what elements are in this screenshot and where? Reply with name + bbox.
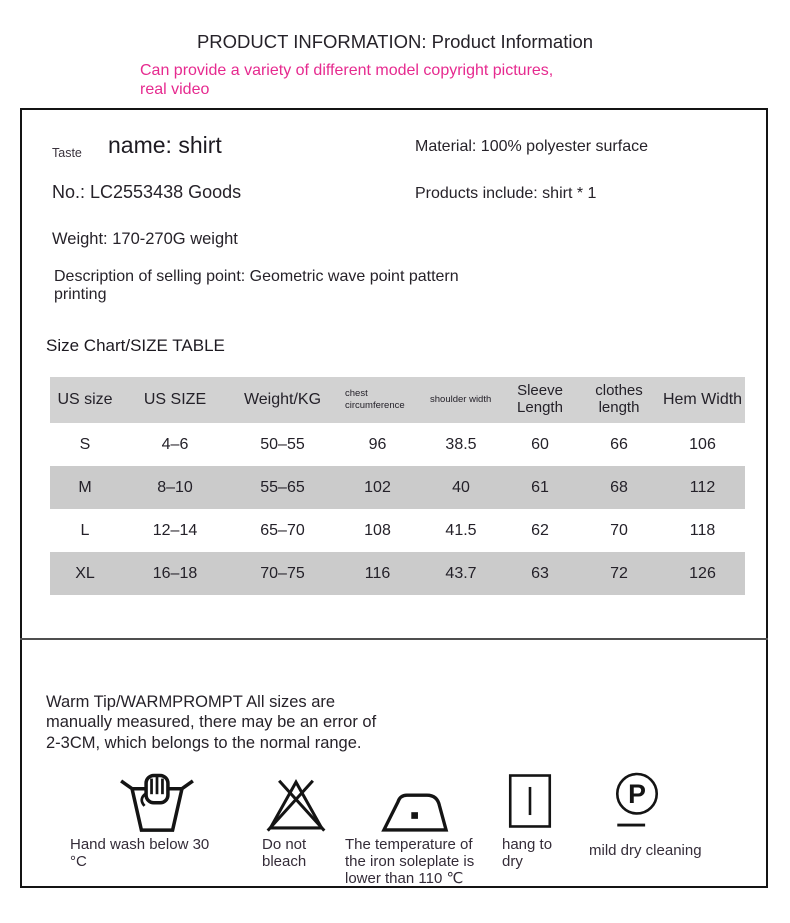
cell: 60 [531,435,549,453]
care-label-line: the iron soleplate is [345,853,475,871]
care-label-line: °C [70,853,87,871]
size-row-m [50,466,745,509]
size-chart-heading: Size Chart/SIZE TABLE [46,336,225,355]
cell: 70 [610,521,628,539]
product-material: Material: 100% polyester surface [415,138,648,155]
cell: S [79,435,91,453]
cell: 118 [689,521,716,539]
size-table [50,377,745,595]
info-box [20,108,768,888]
column-header: US SIZE [120,377,230,423]
cell: 70–75 [260,564,305,582]
care-label-line: bleach [262,853,307,871]
care-label-line: Do not [262,836,307,853]
size-table-header-row [50,377,745,423]
cell: 66 [610,435,628,453]
cell: L [80,521,90,539]
selling-point-description [54,268,459,304]
page-title: PRODUCT INFORMATION: Product Information [196,31,594,52]
description-line: printing [54,286,107,304]
cell: 16–18 [152,564,198,582]
iron-low-temp-icon [378,778,452,836]
size-row-s [50,423,745,466]
cell: 55–65 [260,478,305,496]
cell: 63 [531,564,549,582]
cell: 40 [452,478,470,496]
cell: 68 [610,478,628,496]
cell: 96 [368,435,387,453]
care-label-line: dry [502,853,523,871]
cell: 50–55 [260,435,305,453]
care-label-line: lower than 110 ℃ [345,870,464,888]
cell: 106 [689,435,716,453]
warm-tip-line: manually measured, there may be an error of [46,713,377,732]
cell: XL [75,564,95,582]
hand-wash-icon [118,770,196,834]
cell: 8–10 [157,478,193,496]
column-header: Sleeve Length [502,377,578,423]
care-label-line: hang to [502,836,553,853]
subtitle-line: Can provide a variety of different model copyright pictures, [140,62,554,79]
hang-to-dry-label [502,836,582,870]
taste-label: Taste [52,146,82,160]
dry-clean-p-icon [608,768,666,838]
cell: 38.5 [445,435,477,453]
cell: 41.5 [445,521,477,539]
do-not-bleach-label [262,836,352,870]
column-header: shoulder width [420,377,502,423]
size-row-xl [50,552,745,595]
do-not-bleach-icon [262,772,330,834]
cell: 65–70 [260,521,305,539]
column-header: US size [50,377,120,423]
cell: 62 [531,521,549,539]
warm-tip-line: 2-3CM, which belongs to the normal range. [46,733,362,752]
dry-clean-label: mild dry cleaning [589,842,702,859]
column-header: clothes length [578,377,660,423]
products-include: Products include: shirt * 1 [415,185,597,202]
cell: 72 [610,564,628,582]
hand-wash-label [70,836,240,870]
size-row-l [50,509,745,552]
cell: 108 [364,521,391,539]
product-number: No.: LC2553438 Goods [52,182,242,202]
hang-to-dry-icon [504,770,556,832]
dry-clean-letter: P [628,779,646,809]
column-header: Hem Width [660,377,745,423]
cell: 4–6 [161,435,189,453]
subtitle [140,62,553,100]
cell: 116 [364,564,391,582]
warm-tip [46,692,376,753]
cell: 112 [689,478,716,496]
care-label-line: The temperature of [345,836,473,853]
iron-temp-label [345,836,505,887]
product-name: name: shirt [108,132,222,158]
section-divider [20,638,768,640]
product-weight: Weight: 170-270G weight [52,230,238,248]
column-header: chest circumference [335,377,420,423]
cell: 43.7 [445,564,477,582]
cell: 126 [689,564,716,582]
cell: 61 [531,478,549,496]
cell: 12–14 [152,521,198,539]
care-label-line: Hand wash below 30 [70,836,210,853]
cell: M [78,478,92,496]
column-header: Weight/KG [230,377,335,423]
description-line: Description of selling point: Geometric wave point pattern [54,268,459,285]
subtitle-line: real video [140,80,210,98]
warm-tip-line: Warm Tip/WARMPROMPT All sizes are [46,693,336,711]
cell: 102 [364,478,391,496]
